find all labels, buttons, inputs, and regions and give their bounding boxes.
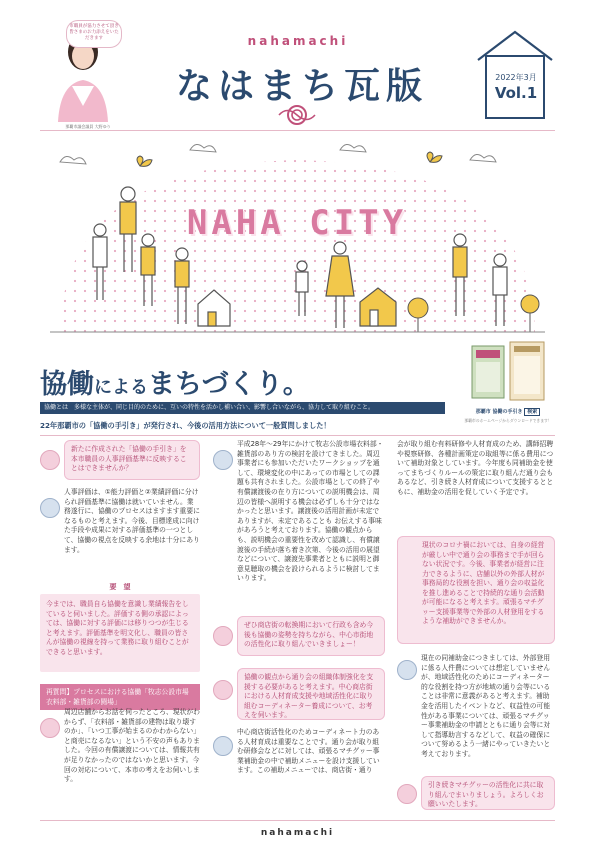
issue-volume: Vol.1 xyxy=(494,84,538,102)
headline-machizukuri: まちづくり。 xyxy=(148,369,310,400)
header-divider xyxy=(40,130,555,131)
city-official-avatar-icon xyxy=(213,736,233,756)
comment-box: ぜひ商店街の転換期において行政も含め今後も協働の姿勢を持ちながら、中心市街地の活性化に取り組んでいきましょー！ xyxy=(237,616,385,656)
answer-2: 平成28年〜29年にかけて牧志公設市場衣料部・雑貨部のあり方の検討を設けてきました。周辺事業者にも参加いただいたワークショップを通して、環境変化の中にあっての市場としての課題も共有されました。公設市場としての終了や有償譲渡後の在り方についての説明機会は、周辺の皆様へ説明する機会は必ずしも十分ではなかったと思います。譲渡後の活用計画が未定でありますが、未定であることも お伝えする事味があろうと考えております。協働の観点からも、説明機会の重要性を改めて認識し、有償譲渡後の手続が落ち着き次第、今後の活用の展望などについて、譲渡先事業者とともに説明と御意見聴取の機会を設けられるように検討してまいります。 xyxy=(237,440,384,583)
question-1: 新たに作成された「協働の手引き」を本市職員の人事評価基準に反映することはできませんか？ xyxy=(64,440,200,480)
booklet-image xyxy=(470,340,546,404)
search-tag: 検索 xyxy=(524,408,540,416)
sub-headline: 22年那覇市の「協働の手引き」が発行され、今後の活用方法について一般質問しました！ xyxy=(40,421,331,430)
city-official-avatar-icon xyxy=(40,498,60,518)
speech-bubble: 市職員が協力させて頂き皆さまのお力添えをいただきます xyxy=(66,20,122,48)
request-title: 要 望 xyxy=(109,583,131,591)
headline-niyoru: による xyxy=(94,377,148,398)
definition-bar: 協働とは 多様な主体が、同じ目的のために、互いの特性を活かし補い合い、影響し合いながら、協力して取り組むこと。 xyxy=(40,402,445,414)
re-question-banner: 再質問】プロセスにおける協働「牧志公設市場衣料部・雑貨部の闘場」 xyxy=(40,684,200,710)
main-headline xyxy=(40,362,310,401)
question-2: 周辺店舗からお話を伺ったところ、現状がわからず、「衣料部・雑貨部の建物は取り壊すのか」、「いつ工事が始まるのかわからない」と商売になるない」という不安の声もありました。今回の有償譲渡については、情報共有が足りなかったのではないかと思います。今回の対応について、本市の考えをお伺いします。 xyxy=(64,708,200,784)
body-divider xyxy=(40,435,555,436)
councillor-avatar-icon xyxy=(40,450,60,470)
question-4: 現状のコロナ禍においては、自身の経営が厳しい中で通り会の事務まで手が回らない状況です。今後、事業者が経営に注力できるように、店舗以外の外部人材が事務局的な役割を担い、通り会の収益化を推し進めることで持続的な通り会活動が可能になると考えます。頑張るマチグヮー支援事業等で外部の人材登用をするような補助ができませんか。 xyxy=(397,536,555,644)
booklet-caption-text: 那覇市 協働の手引き xyxy=(475,409,523,415)
councillor-avatar-icon xyxy=(213,680,233,700)
naha-city-title: NAHA CITY xyxy=(186,203,408,243)
city-official-avatar-icon xyxy=(213,450,233,470)
request-box: 今までは、職員自ら協働を意識し業績報告をしていると伺いました。評価する側の承認によっては、協働に対する評価には移りつつが生じると考えます。評価基準を明文化し、職員の皆さんが協働の視線を持って業務に取り組むことができると思います。 xyxy=(40,594,200,672)
answer-4: 現在の同補助金につきましては、外部登用に係る人件費については想定していませんが、地域活性化のためにコーディネーター的な役割を持つ方が地域の通り会等にいることは非常に意義があると考えます。補助金を活用したイベントなど、収益性の可能性がある事業については、頑張るマチグヮー事業補助金の申請とともに通り会等に対して指導助言するなどして、収益の確保について努めるよう一緒にやっていきたいと考えております。 xyxy=(421,654,551,758)
answer-1: 人事評価は、①能力評価と②業績評価に分けられ評価基準に協働は就いていません。業務遂行に、協働のプロセスはますます重要になるものと考えます。今後、目標達成に向けた手段や成果に対する評価基準の一つとして、協働の視点を反映する余地は十分にあります。 xyxy=(64,488,200,554)
councillor-avatar-icon xyxy=(397,784,417,804)
closing-comment: 引き続きマチグヮーの活性化に共に取り組んでまいりましょう。よろしくお願いいたします。 xyxy=(421,776,555,810)
footer-divider xyxy=(40,820,555,821)
councillor-avatar-icon xyxy=(213,626,233,646)
download-note: 那覇市のホームページからダウンロードできます！ xyxy=(464,418,552,423)
footer-brand: nahamachi xyxy=(260,828,335,838)
newsletter-title: なはまち瓦版 xyxy=(175,66,428,107)
portrait-caption: 那覇市議会議員 大野ゆり xyxy=(65,124,111,129)
answer-3: 中心商店街活性化のためコーディネート力のある人材育成は重要なことです。通り会が取り組む研修会などに対しては、頑張るマチグヮー事業補助金の中で補助メニューを設け支援しています。この補助メニューでは、商店街・通り xyxy=(237,728,380,775)
booklet-caption xyxy=(460,408,556,415)
mizuhiki-knot-icon xyxy=(277,102,317,128)
answer-3-continued: 会が取り組む有料研修や人材育成のため、講師招聘や視察研修、各種計画策定の取組等に係る費用について補助対象としています。今年度も同補助金を使ってまちづくりルールの策定に取り組んだ通り会もあるなど、引き続き人材育成について支援するとともに、補助金の活用を促していく予定です。 xyxy=(397,440,554,496)
councillor-avatar-icon xyxy=(40,718,60,738)
city-official-avatar-icon xyxy=(397,660,417,680)
question-3: 協働の観点から通り会の組織体制強化を支援する必要があると考えます。中心商店街における人材育成支援や地域活性化に取り組むコーディネーター養成について、お考えを伺います。 xyxy=(237,668,385,720)
issue-date: 2022年3月 xyxy=(495,73,537,82)
headline-kyodo: 協働 xyxy=(40,369,94,400)
brand-logo: nahamachi xyxy=(247,34,349,48)
